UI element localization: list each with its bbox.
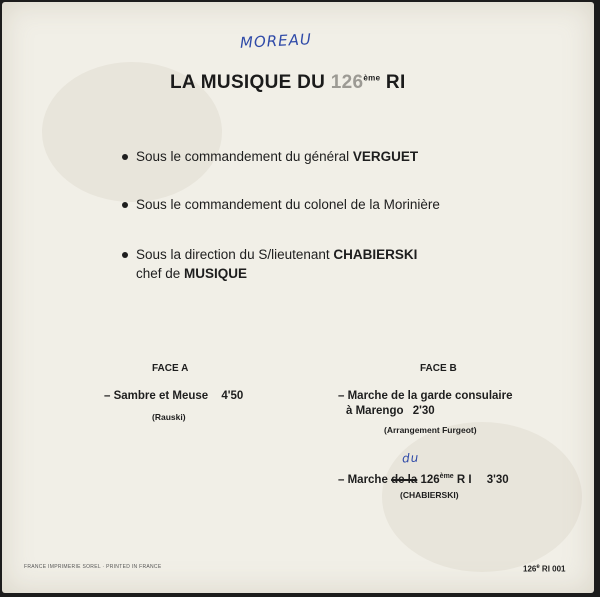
track-title: – Marche [338, 473, 392, 486]
album-title [170, 72, 406, 94]
title-text: LA MUSIQUE DU [170, 72, 326, 93]
track-suffix: R I [453, 473, 472, 486]
printer-note: FRANCE IMPRIMERIE SOREL · PRINTED IN FRANCE [24, 564, 162, 570]
struck-text: de la [391, 473, 418, 486]
track-title: – Sambre et Meuse [104, 390, 209, 402]
bullet-dot [122, 202, 128, 208]
face-b-track [338, 469, 509, 488]
catalog-number [523, 564, 566, 574]
bullet-item [122, 147, 418, 166]
handwritten-correction: du [401, 450, 420, 466]
track-duration: 3'30 [486, 473, 509, 486]
record-sleeve-back [2, 2, 594, 593]
track-title-line2: à Marengo [346, 405, 404, 417]
bullet-text: Sous le commandement du colonel de la Morinière [136, 197, 440, 212]
catalog-superscript: e [536, 564, 540, 570]
title-suffix: RI [385, 72, 406, 93]
face-b-heading: FACE B [420, 363, 457, 374]
bullet-dot [122, 252, 128, 258]
track-credit: (Rauski) [152, 412, 186, 422]
handwritten-name: MOREAU [239, 30, 313, 52]
track-credit: (Arrangement Furgeot) [384, 425, 477, 435]
bullet-continuation [136, 264, 247, 283]
bullet-dot [122, 154, 128, 160]
track-title: – Marche de la garde consulaire [338, 390, 513, 402]
bullet-bold: VERGUET [352, 149, 419, 164]
track-duration: 4'50 [221, 390, 244, 402]
bullet-item [122, 195, 440, 214]
title-number: 126 [330, 72, 364, 93]
track-duration: 2'30 [412, 405, 435, 417]
face-b-track [338, 389, 513, 419]
bullet-bold: MUSIQUE [184, 266, 248, 281]
bullet-text: chef de [136, 266, 185, 281]
catalog-number-value: 126 [523, 564, 537, 574]
title-superscript: ème [363, 73, 381, 83]
face-a-track [104, 389, 243, 404]
bullet-bold: CHABIERSKI [333, 247, 418, 262]
bullet-text: Sous la direction du S/lieutenant [136, 247, 334, 262]
bullet-item [122, 245, 417, 264]
track-superscript: ème [439, 473, 454, 480]
face-a-heading: FACE A [152, 363, 189, 374]
track-credit: (CHABIERSKI) [400, 490, 459, 500]
track-number: 126 [420, 473, 440, 486]
catalog-rest: RI 001 [539, 564, 566, 574]
bullet-text: Sous le commandement du général [136, 149, 353, 164]
